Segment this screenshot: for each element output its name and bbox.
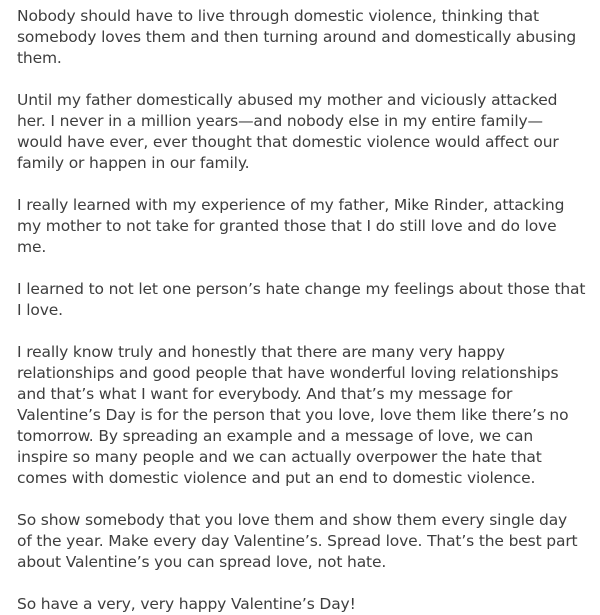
paragraph: Until my father domestically abused my mother and viciously attacked her. I never in a million years—and nobody else in my entire family—would have ever, ever thought that domestic violence would affect our family or happen in our family. [17,91,559,172]
paragraph: So show somebody that you love them and show them every single day of the year. Make every day Valentine’s. Spread love. That’s the best part about Valentine’s you can spread love, not hate. [17,511,578,571]
paragraph: So have a very, very happy Valentine’s Day! [17,595,356,613]
paragraph: Nobody should have to live through domestic violence, thinking that somebody loves them and then turning around and domestically abusing them. [17,7,577,67]
paragraph: I really learned with my experience of my father, Mike Rinder, attacking my mother to not take for granted those that I do still love and do love me. [17,196,565,256]
paragraph: I learned to not let one person’s hate change my feelings about those that I love. [17,280,586,319]
paragraph: I really know truly and honestly that there are many very happy relationships and good people that have wonderful loving relationships and that’s what I want for everybody. And that’s my message for Valentine’s Day is for the person that you love, love them like there’s no tomorrow. By spreading an example and a message of love, we can inspire so many people and we can actually overpower the hate that comes with domestic violence and put an end to domestic violence. [17,343,569,487]
